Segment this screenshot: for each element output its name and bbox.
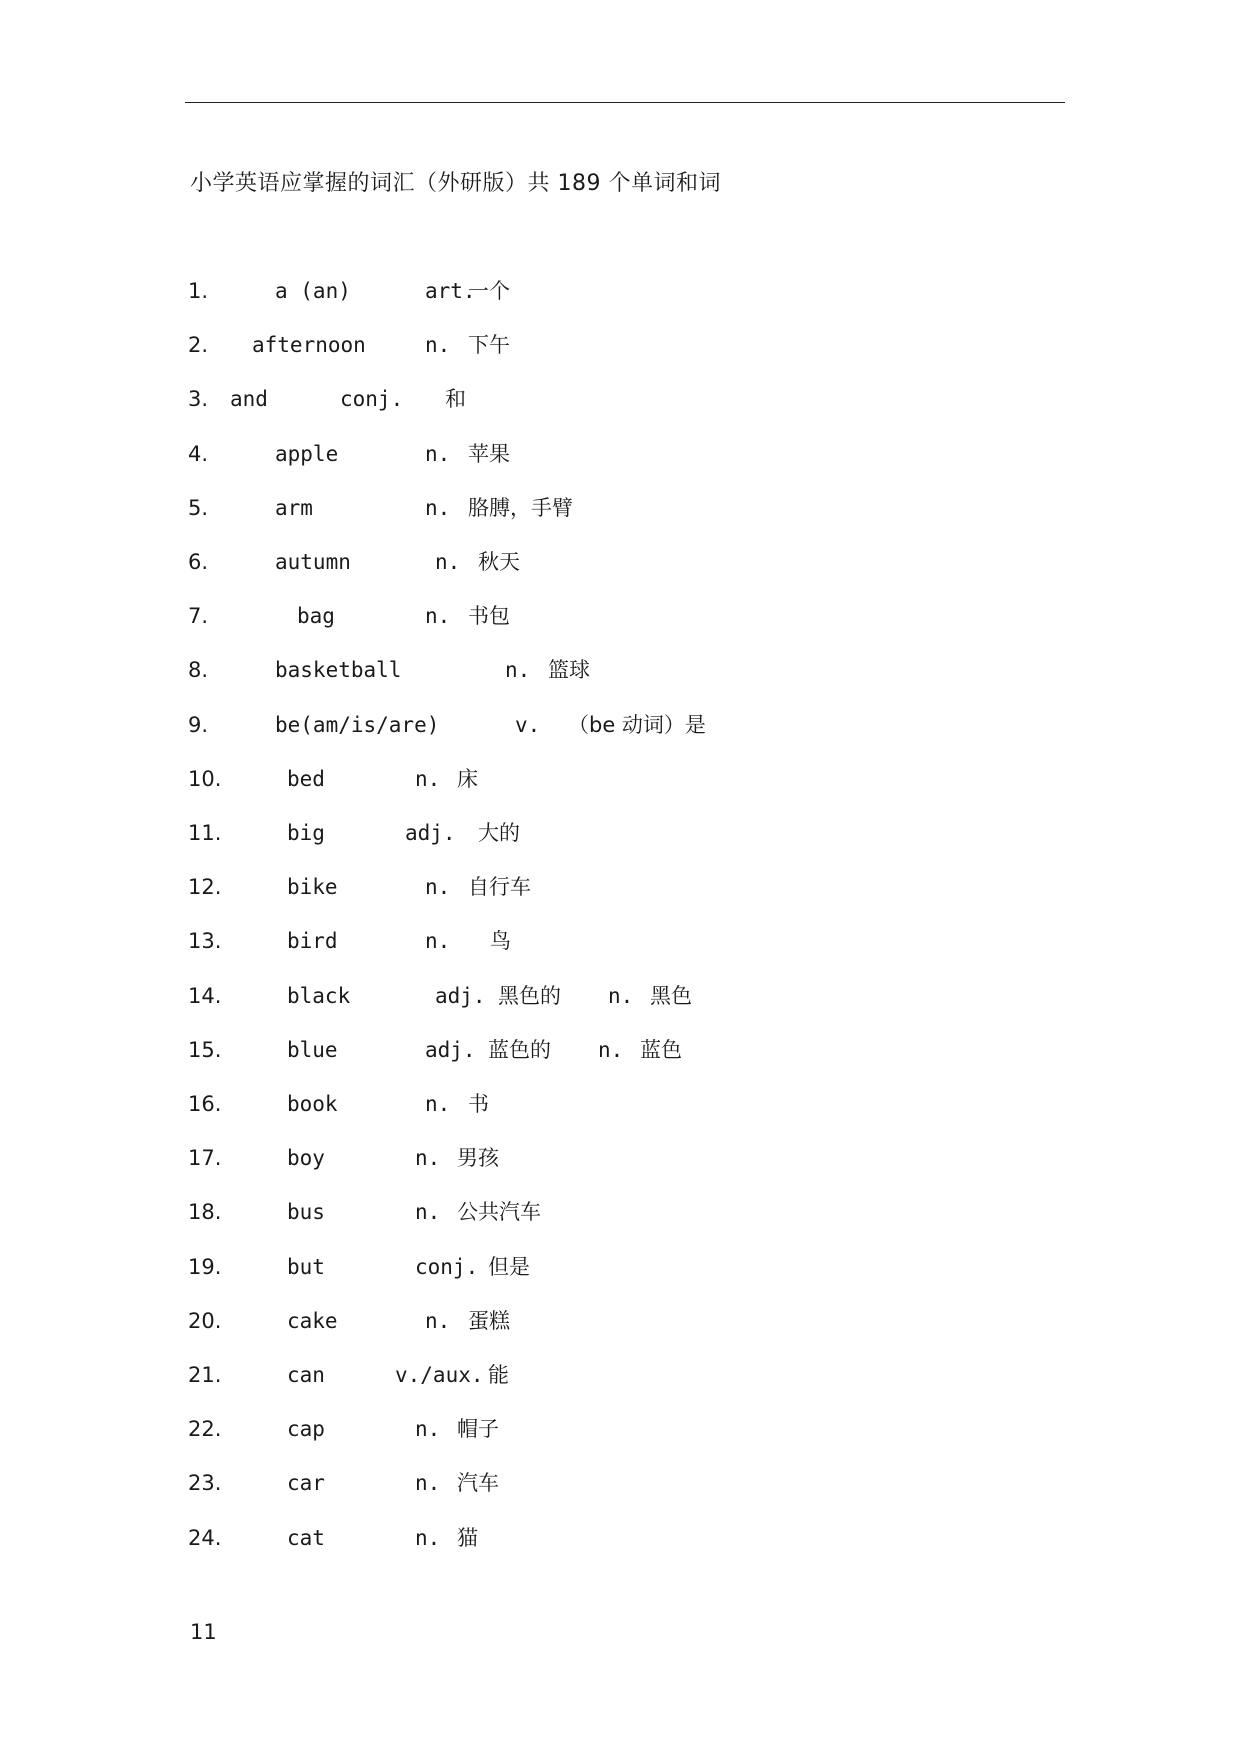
entry-word: bag [297, 604, 335, 628]
entry-part-of-speech: conj. [340, 387, 404, 411]
entry-number: 2. [188, 333, 209, 357]
entry-number: 23. [188, 1471, 222, 1495]
entry-part-of-speech: n. [425, 604, 451, 628]
entry-part-of-speech: n. [415, 767, 441, 791]
entry-meaning: （be 动词）是 [568, 713, 706, 737]
entry-word: afternoon [252, 333, 366, 357]
entry-meaning: 篮球 [548, 658, 590, 682]
entry-part-of-speech: n. [415, 1526, 441, 1550]
entry-meaning: 下午 [468, 333, 510, 357]
entry-meaning: 猫 [457, 1526, 478, 1550]
entry-part-of-speech: n. [435, 550, 461, 574]
list-item [0, 439, 900, 469]
list-item [0, 710, 900, 740]
entry-number: 10. [188, 767, 222, 791]
entry-word: black [287, 984, 351, 1008]
entry-number: 22. [188, 1417, 222, 1441]
document-title: 小学英语应掌握的词汇（外研版）共 189 个单词和词 [190, 171, 721, 196]
entry-part-of-speech: n. [425, 1309, 451, 1333]
entry-word: can [287, 1363, 325, 1387]
entry-meaning: 公共汽车 [457, 1200, 541, 1224]
entry-meaning: 自行车 [468, 875, 531, 899]
entry-meaning: 蛋糕 [468, 1309, 510, 1333]
entry-number: 14. [188, 984, 222, 1008]
list-item [0, 926, 900, 956]
entry-number: 8. [188, 658, 209, 682]
entry-meaning: 帽子 [457, 1417, 499, 1441]
entry-number: 3. [188, 387, 209, 411]
entry-word: autumn [275, 550, 351, 574]
entry-word: but [287, 1255, 325, 1279]
entry-meaning: 胳膊，手臂 [468, 496, 573, 520]
entry-meaning-2: 黑色 [650, 984, 692, 1008]
list-item [0, 1306, 900, 1336]
page-number: 11 [190, 1620, 217, 1644]
entry-part-of-speech: n. [425, 1092, 451, 1116]
entry-part-of-speech: n. [505, 658, 531, 682]
entry-meaning: 一个 [468, 279, 510, 303]
entry-part-of-speech-2: n. [598, 1038, 624, 1062]
entry-word: arm [275, 496, 313, 520]
entry-number: 18. [188, 1200, 222, 1224]
list-item [0, 1252, 900, 1282]
entry-part-of-speech: conj. [415, 1255, 479, 1279]
entry-word: book [287, 1092, 338, 1116]
entry-part-of-speech: n. [425, 333, 451, 357]
entry-part-of-speech: art. [425, 279, 476, 303]
entry-number: 12. [188, 875, 222, 899]
entry-number: 11. [188, 821, 222, 845]
entry-word: bike [287, 875, 338, 899]
entry-meaning: 但是 [488, 1255, 530, 1279]
entry-part-of-speech: adj. [425, 1038, 476, 1062]
list-item [0, 818, 900, 848]
entry-meaning: 大的 [478, 821, 520, 845]
list-item [0, 1523, 900, 1553]
entry-part-of-speech-2: n. [608, 984, 634, 1008]
entry-part-of-speech: n. [425, 929, 451, 953]
list-item [0, 1035, 900, 1065]
list-item [0, 981, 900, 1011]
list-item [0, 1360, 900, 1390]
list-item [0, 655, 900, 685]
entry-number: 7. [188, 604, 209, 628]
entry-word: cake [287, 1309, 338, 1333]
list-item [0, 601, 900, 631]
list-item [0, 764, 900, 794]
entry-number: 5. [188, 496, 209, 520]
entry-word: bus [287, 1200, 325, 1224]
entry-meaning: 秋天 [478, 550, 520, 574]
entry-word: blue [287, 1038, 338, 1062]
entry-word: big [287, 821, 325, 845]
entry-word: basketball [275, 658, 402, 682]
entry-word: car [287, 1471, 325, 1495]
entry-part-of-speech: n. [425, 875, 451, 899]
entry-meaning: 男孩 [457, 1146, 499, 1170]
entry-number: 4. [188, 442, 209, 466]
list-item [0, 384, 900, 414]
entry-meaning: 黑色的 [498, 984, 561, 1008]
entry-part-of-speech: n. [425, 442, 451, 466]
entry-part-of-speech: n. [415, 1471, 441, 1495]
entry-word: a (an) [275, 279, 351, 303]
entry-number: 9. [188, 713, 209, 737]
list-item [0, 330, 900, 360]
list-item [0, 547, 900, 577]
entry-meaning: 鸟 [490, 929, 511, 953]
entry-word: be(am/is/are) [275, 713, 440, 737]
list-item [0, 493, 900, 523]
entry-number: 15. [188, 1038, 222, 1062]
entry-number: 17. [188, 1146, 222, 1170]
entry-part-of-speech: adj. [405, 821, 456, 845]
entry-number: 24. [188, 1526, 222, 1550]
entry-part-of-speech: n. [415, 1146, 441, 1170]
entry-word: bed [287, 767, 325, 791]
entry-part-of-speech: n. [415, 1200, 441, 1224]
entry-number: 20. [188, 1309, 222, 1333]
entry-part-of-speech: n. [425, 496, 451, 520]
entry-word: apple [275, 442, 339, 466]
entry-part-of-speech: v. [515, 713, 541, 737]
entry-meaning: 书包 [468, 604, 510, 628]
entry-number: 21. [188, 1363, 222, 1387]
entry-number: 16. [188, 1092, 222, 1116]
entry-part-of-speech: v./aux. [395, 1363, 484, 1387]
entry-word: cap [287, 1417, 325, 1441]
entry-word: bird [287, 929, 338, 953]
entry-number: 6. [188, 550, 209, 574]
list-item [0, 276, 900, 306]
entry-word: cat [287, 1526, 325, 1550]
entry-meaning-2: 蓝色 [640, 1038, 682, 1062]
entry-word: boy [287, 1146, 325, 1170]
list-item [0, 1089, 900, 1119]
list-item [0, 872, 900, 902]
entry-number: 19. [188, 1255, 222, 1279]
entry-meaning: 能 [488, 1363, 509, 1387]
list-item [0, 1143, 900, 1173]
entry-word: and [230, 387, 268, 411]
entry-number: 13. [188, 929, 222, 953]
list-item [0, 1468, 900, 1498]
entry-meaning: 床 [457, 767, 478, 791]
entry-meaning: 苹果 [468, 442, 510, 466]
entry-meaning: 和 [445, 387, 466, 411]
list-item [0, 1414, 900, 1444]
entry-meaning: 蓝色的 [488, 1038, 551, 1062]
entry-number: 1. [188, 279, 209, 303]
entry-meaning: 书 [468, 1092, 489, 1116]
entry-part-of-speech: n. [415, 1417, 441, 1441]
entry-meaning: 汽车 [457, 1471, 499, 1495]
entry-part-of-speech: adj. [435, 984, 486, 1008]
list-item [0, 1197, 900, 1227]
